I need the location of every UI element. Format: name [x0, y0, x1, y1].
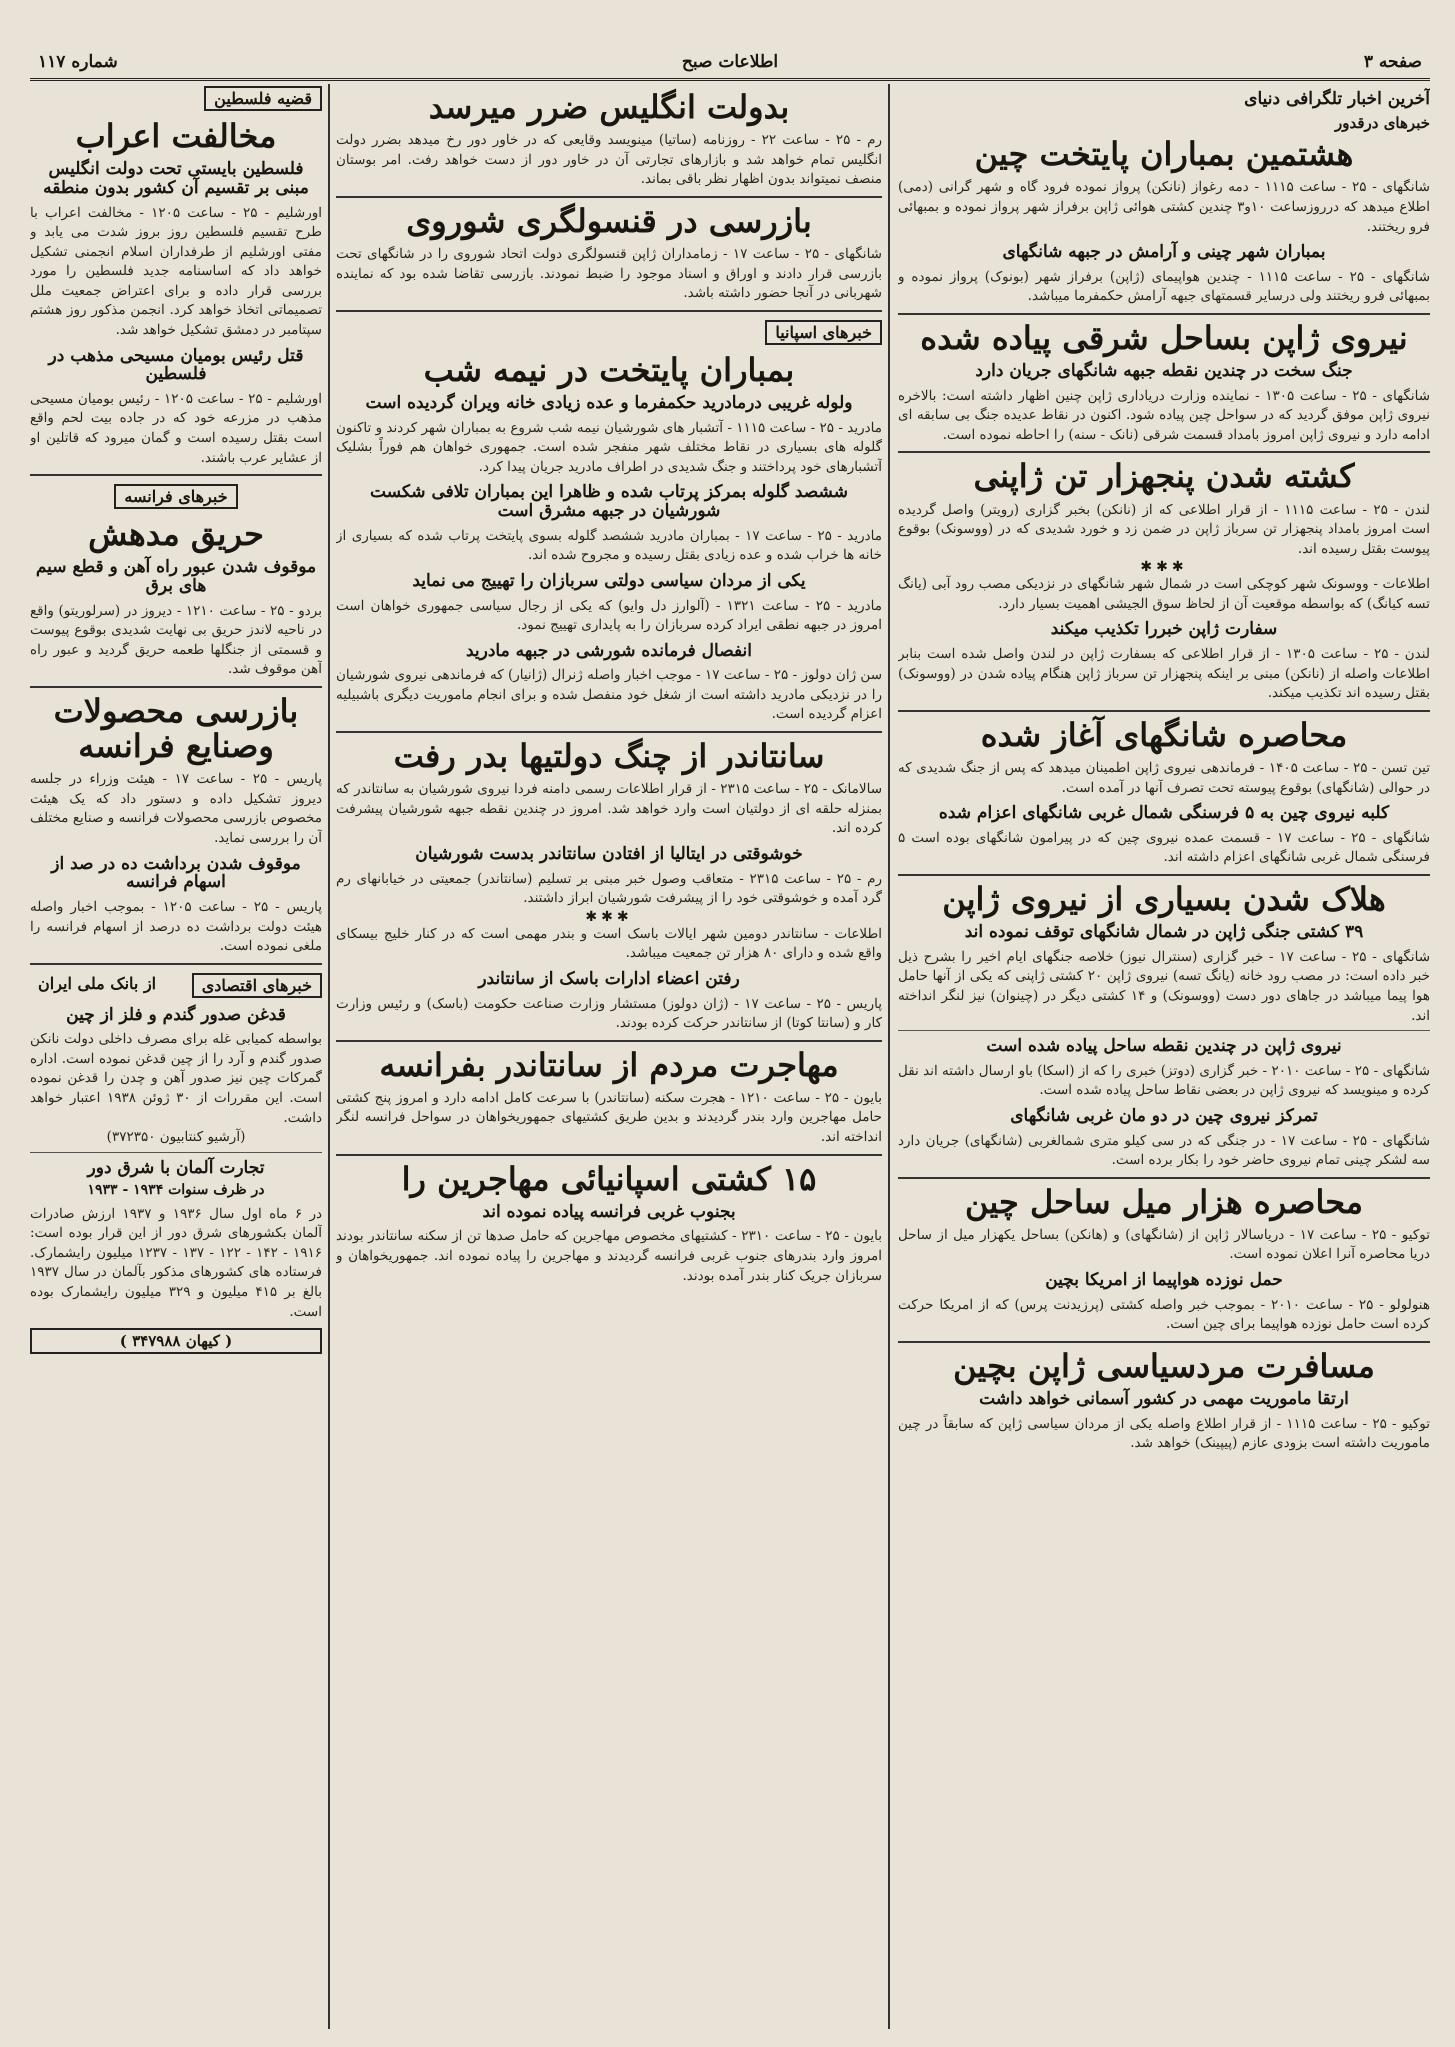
- headline: حریق مدهش: [88, 515, 264, 554]
- subheadline: ۳۹ کشتی جنگی ژاپن در شمال شانگهای توقف نموده اند: [964, 922, 1364, 943]
- divider: [336, 310, 882, 312]
- divider: [336, 1040, 882, 1042]
- divider: [30, 963, 322, 965]
- subheadline: ولوله غریبی درمادرید حکمفرما و عده زیادی خانه ویران گردیده است: [365, 392, 853, 413]
- divider: [30, 474, 322, 476]
- section-tag: خبرهای اقتصادی: [192, 973, 322, 998]
- subheadline: ششصد گلوله بمرکز پرتاب شده و ظاهرا این بمباران تلافی شکست شورشیان در جبهه مشرق است: [370, 482, 848, 521]
- article-body: مادرید - ۲۵ - ساعت ۱۷ - بمباران مادرید ششصد گلوله بسوی پایتخت پرتاب شده که بسیاری از خانه ها خراب شده و عده زیادی بقتل رسیده و مجروح شده اند.: [336, 527, 882, 564]
- headline: بازرسی محصولات وصنایع فرانسه: [53, 691, 299, 766]
- subheadline: جنگ سخت در چندین نقطه جبهه شانگهای جریان دارد: [975, 361, 1353, 382]
- headline: بدولت انگلیس ضرر میرسد: [428, 88, 790, 126]
- subheadline: خوشوقتی در ایتالیا از افتادن سانتاندر بدست شورشیان: [415, 843, 803, 864]
- subheadline: بمباران شهر چینی و آرامش در جبهه شانگهای: [1002, 242, 1326, 263]
- subheadline: تجارت آلمان با شرق دور: [87, 1157, 265, 1178]
- headline: سانتاندر از چنگ دولتیها بدر رفت: [393, 737, 825, 775]
- article-body: پاریس - ۲۵ - ساعت ۱۷ - هیئت وزراء در جلسه دیروز تشکیل داده و دستور داد که یک هیئت مخصوص بازرسی محصولات فرانسه و صنایع مختلف آن را بررسی نماید.: [30, 771, 322, 846]
- subheadline: فلسطین بایستی تحت دولت انگلیس مبنی بر تقسیم آن کشور بدون منطقه: [43, 159, 309, 198]
- divider: [898, 313, 1430, 315]
- section-tag: قضیه فلسطین: [204, 86, 322, 111]
- article-body: سن ژان دولوز - ۲۵ - ساعت ۱۷ - موجب اخبار واصله ژنرال (ژانیار) که فرماندهی نیروی شورشیان را در نزدیکی مادرید داشته است از شغل خود منفصل شده و برای انجام ماموریت دیگری باشبیلیه اعزام گردیده است.: [336, 667, 882, 723]
- article-body: شانگهای - ۲۵ - ساعت ۱۷ - قسمت عمده نیروی چین که در پیرامون شانگهای بوده است ۵ فرسنگی شمال غربی شانگهای اعزام داشته اند.: [898, 829, 1430, 866]
- column-rule: [888, 84, 890, 2029]
- article-body: لندن - ۲۵ - ساعت ۱۳۰۵ - از قرار اطلاعی که بسفارت ژاپن در لندن واصل شده است بنابر اطلاعات واصله از (نانکن) مبنی بر اینکه پنجهزار تن سرباز ژاپن هنگام پیاده شدن در (ووسونک) بقتل رسیده اند تکذیب میکند.: [898, 646, 1430, 702]
- article-body: اورشلیم - ۲۵ - ساعت ۱۲۰۵ - رئیس بومیان مسیحی مذهب در مزرعه خود که در جاده بیت لحم واقع است بقتل رسیده است و گمان میرود که قاتلین او از عشایر عرب باشند.: [30, 390, 322, 466]
- article-body: تین تسن - ۲۵ - ساعت ۱۴۰۵ - فرماندهی نیروی ژاپن اطمینان میدهد که پس از جنگ شدیدی که در حوالی (شانگهای) بوقوع پیوسته تحت تصرف آنها در آمده است.: [898, 760, 1430, 796]
- divider: [30, 1152, 322, 1153]
- headline: مهاجرت مردم از سانتاندر بفرانسه: [379, 1045, 839, 1084]
- article-body: هنولولو - ۲۵ - ساعت ۲۰۱۰ - بموجب خبر واصله کشتی (پرزیدنت پرس) که از امریکا حرکت کرده است حامل نوزده هواپیما برای چین است.: [898, 1296, 1430, 1333]
- headline: هلاک شدن بسیاری از نیروی ژاپن: [942, 879, 1386, 918]
- article-body: پاریس - ۲۵ - ساعت ۱۷ - (ژان دولوز) مستشار وزارت صناعت حکومت (باسک) و رئیس وزارت کار و (سانتا کوتا) از سانتاندر حرکت کرده بودند.: [336, 995, 882, 1032]
- subheadline: قتل رئیس بومیان مسیحی مذهب در فلسطین: [48, 345, 304, 385]
- section-tag: آخرین اخبار تلگرافی دنیای: [1244, 89, 1430, 109]
- newspaper-page: [30, 48, 1430, 2033]
- headline: محاصره هزار میل ساحل چین: [965, 1182, 1363, 1221]
- column-rule: [328, 84, 330, 2029]
- page-label: صفحه ۳: [1363, 52, 1422, 72]
- ornament: ✱✱✱: [585, 908, 633, 925]
- subheadline: در ظرف سنوات ۱۹۳۴ - ۱۹۳۳: [87, 1182, 265, 1199]
- article-body: سالامانک - ۲۵ - ساعت ۲۳۱۵ - از قرار اطلاعات رسمی دامنه فردا نیروی شورشیان به سانتاندر که بمنزله حلقه ای از دولتیان است وارد خواهد شد. امروز در چندین نقطه جبهه شورشیان پیشرفت کرده اند.: [336, 781, 882, 837]
- issue-number: شماره ۱۱۷: [38, 52, 118, 72]
- divider: [336, 196, 882, 198]
- divider: [30, 686, 322, 688]
- subheadline: موقوف شدن برداشت ده در صد از اسهام فرانسه: [51, 853, 301, 893]
- article-body: بردو - ۲۵ - ساعت ۱۲۱۰ - دیروز در (سرلوریتو) واقع در ناحیه لاندز حریق بی نهایت شدیدی بوقوع پیوست و قسمتی از جنگلها طعمه حریق گردید و عبور راه آهن موقوف شد.: [30, 602, 322, 678]
- divider: [898, 874, 1430, 876]
- left-column: [30, 84, 322, 2029]
- article-body: شانگهای - ۲۵ - ساعت ۱۱۱۵ - چندین هواپیمای (ژاپن) برفراز شهر (بونوک) پرواز نموده و بمبهائی فرو ریختند ولی درسایر قسمتهای جبهه آرامش حکمفرما میباشد.: [898, 268, 1430, 305]
- subheadline: حمل نوزده هواپیما از امریکا بچین: [1045, 1270, 1283, 1290]
- divider: [898, 1177, 1430, 1179]
- subheadline: یکی از مردان سیاسی دولتی سربازان را تهییج می نماید: [412, 570, 806, 591]
- article-body: مادرید - ۲۵ - ساعت ۱۱۱۵ - آتشبار های شورشیان نیمه شب شروع به بمباران شهر کردند و تاکنون گلوله های بسیاری در نقاط مختلف شهر منفجر شده است. جمهوری خواهان هم فوراً بشلیک آتشبارهای خود پرداختند و جنگ شدیدی در اطراف مادرید جریان پیدا کرد.: [336, 419, 882, 475]
- article-body: توکیو - ۲۵ - ساعت ۱۷ - دریاسالار ژاپن از (شانگهای) و (هانکن) بساحل یکهزار میل از ساحل دریا محاصره آنرا اعلان نموده است.: [898, 1226, 1430, 1263]
- headline: کشته شدن پنجهزار تن ژاپنی: [973, 457, 1355, 496]
- article-body: رم - ۲۵ - ساعت ۲۳۱۵ - متعاقب وصول خبر مبنی بر تسلیم (سانتاندر) جمعیتی در خیابانهای رم گرد آمده و خوشوقتی خود را از پیشرفت شورشیان ابراز داشتند.: [336, 870, 882, 907]
- headline: نیروی ژاپن بساحل شرقی پیاده شده: [920, 318, 1408, 357]
- right-column: [898, 84, 1430, 2029]
- section-sub: خبرهای درقدور: [1335, 113, 1430, 132]
- article-body: بایون - ۲۵ - ساعت ۲۳۱۰ - کشتیهای مخصوص مهاجرین که حامل صدها تن از سکنه سانتاندر بودند امروز وارد بندرهای جنوب غربی فرانسه گردیدند و مهاجرین را پیاده نموده اند. جمهوریخواهان و سربازان جریک کنار بندر آمده بودند.: [336, 1228, 882, 1284]
- headline: هشتمین بمباران پایتخت چین: [974, 135, 1354, 174]
- headline: ۱۵ کشتی اسپانیائی مهاجرین را: [401, 1159, 817, 1198]
- subheadline: قدغن صدور گندم و فلز از چین: [66, 1004, 286, 1025]
- headline: محاصره شانگهای آغاز شده: [980, 715, 1348, 754]
- article-body: شانگهای - ۲۵ - ساعت ۲۰۱۰ - خبر گزاری (دوتز) خبری را که از (اسکا) باو ارسال داشته اند نقل کرده و مینویسد که نیروی ژاپن در بعضی نقاط ساحل پیاده شده است.: [898, 1062, 1430, 1099]
- subheadline: تمرکز نیروی چین در دو مان غربی شانگهای: [1010, 1105, 1318, 1126]
- headline: بازرسی در قنسولگری شوروی: [406, 201, 812, 240]
- subheadline: بجنوب غربی فرانسه پیاده نموده اند: [482, 1201, 736, 1222]
- section-source: از بانک ملی ایران: [38, 973, 157, 993]
- ornament: ✱✱✱: [1140, 559, 1188, 576]
- page-header: [30, 48, 1430, 81]
- article-body: شانگهای - ۲۵ - ساعت ۱۷ - زمامداران ژاپن قنسولگری دولت اتحاد شوروی را در شانگهای تحت بازرسی قرار دادند و اوراق و اسناد موجود را ضبط نمودند. بازرسی تقاضا شده بود که نماینده شهربانی در آنجا حضور داشته باشد.: [336, 246, 882, 302]
- article-body: اطلاعات - سانتاندر دومین شهر ایالات باسک است و بندر مهمی است که در کنار خلیج بیسکای واقع شده و دارای ۸۰ هزار تن جمعیت میباشد.: [336, 925, 882, 962]
- article-body: پاریس - ۲۵ - ساعت ۱۲۰۵ - بموجب اخبار واصله هیئت دولت برداشت ده درصد از اسهام فرانسه را ملغی نموده است.: [30, 898, 322, 955]
- paper-name: اطلاعات صبح: [681, 52, 779, 72]
- article-body: بواسطه کمیابی غله برای مصرف داخلی دولت نانکن صدور گندم و آرد را از چین قدغن نموده است. اداره گمرکات چین نیز صدور آهن و چدن را قدغن نموده است. این مقررات از ۳۰ ژوئن ۱۹۳۸ اعتبار خواهد داشت.: [30, 1031, 322, 1126]
- archive-note: (آرشیو کنتابیون ۳۷۲۳۵۰): [106, 1129, 246, 1146]
- article-body: شانگهای - ۲۵ - ساعت ۱۷ - خبر گزاری (سنترال نیوز) خلاصه جنگهای ایام اخیر را بشرح ذیل خبر داده است: در مصب رود خانه (یانگ تسه) نیروی ژاپن ۲۰ کشتی ژاپنی که یکی از آنها حامل هوا پیما میباشد در جاهای دور دست (ووسونک) و ۱۴ کشتی دیگر در (چینوان) نیز لنگر انداخته اند.: [898, 948, 1430, 1024]
- section-tag: خبرهای فرانسه: [114, 484, 237, 509]
- article-body: شانگهای - ۲۵ - ساعت ۱۷ - در جنگی که در سی کیلو متری شمالغربی (شانگهای) جریان دارد سه لشکر چینی تمام نیروی حاضر خود را بکار برده است.: [898, 1132, 1430, 1169]
- article-body: بایون - ۲۵ - ساعت ۱۲۱۰ - هجرت سکنه (سانتاندر) با سرعت کامل ادامه دارد و امروز پنج کشتی حامل مهاجرین وارد بندر گردیدند و بدین طریق کشتیهای جمهوریخواهان در سواحل فرانسه لنگر انداخته اند.: [336, 1089, 882, 1145]
- subheadline: ارتقا ماموریت مهمی در کشور آسمانی خواهد داشت: [979, 1389, 1349, 1409]
- headline: مخالفت اعراب: [75, 117, 277, 155]
- section-tag: خبرهای اسپانیا: [765, 320, 882, 345]
- subheadline: رفتن اعضاء ادارات باسک از سانتاندر: [478, 968, 740, 989]
- divider: [336, 1154, 882, 1156]
- subheadline: کلبه نیروی چین به ۵ فرسنگی شمال غربی شانگهای اعزام شده: [938, 803, 1390, 824]
- article-body: توکیو - ۲۵ - ساعت ۱۱۱۵ - از قرار اطلاع واصله یکی از مردان سیاسی ژاپن که سابقاً در چین ماموریت داشته است بزودی عازم (پیپینک) خواهد شد.: [898, 1415, 1430, 1452]
- article-body: مادرید - ۲۵ - ساعت ۱۳۲۱ - (آلوارز دل وایو) که یکی از رجال سیاسی جمهوری خواهان است امروز در جبهه نطقی ایراد کرده سربازان را به پایداری تهییج نمود.: [336, 597, 882, 634]
- article-body: اورشلیم - ۲۵ - ساعت ۱۲۰۵ - مخالفت اعراب با طرح تقسیم فلسطین روز بروز شدت می یابد و مفتی اورشلیم از طرفداران اسلام انجمنی تشکیل خواهد داد که اساسنامه جدید فلسطین را مورد بررسی قرار داده و برای اعتراض جمعیت ملل تصمیماتی اتخاذ خواهد کرد. انجمن مذکور روز هشتم سپتامبر در دمشق تشکیل خواهد شد.: [30, 204, 322, 338]
- divider: [898, 710, 1430, 712]
- article-body: لندن - ۲۵ - ساعت ۱۱۱۵ - از قرار اطلاعی که از (نانکن) بخبر گزاری (رویتر) واصل گردیده است امروز بامداد پنجهزار تن سرباز ژاپن در ضمن زد و خورد شدیدی که در (ووسونک) بوقوع پیوست بقتل رسیده اند.: [898, 501, 1430, 557]
- headline: مسافرت مردسیاسی ژاپن بچین: [953, 1346, 1375, 1385]
- article-body: در ۶ ماه اول سال ۱۹۳۶ و ۱۹۳۷ ارزش صادرات آلمان بکشورهای شرق دور از این قرار بوده است: ۱۹۱۶ - ۱۴۲ - ۱۲۲ - ۱۳۷ - ۱۲۳۷ میلیون رایشمارک. فرستاده های کشورهای مذکور بآلمان در سال ۱۹۳۷ بالغ بر ۴۱۵ میلیون و ۳۲۹ میلیون رایشمارک بوده است.: [30, 1205, 322, 1320]
- footer-note: ( کیهان ۳۴۷۹۸۸ ): [30, 1328, 322, 1354]
- subheadline: نیروی ژاپن در چندین نقطه ساحل پیاده شده است: [986, 1036, 1342, 1057]
- center-column: [336, 84, 882, 2029]
- article-body: شانگهای - ۲۵ - ساعت ۱۳۰۵ - نماینده وزارت دریاداری ژاپن چنین اظهار داشته است: بالاخره نیروی ژاپن موفق گردید که در سواحل چین پیاده شود. اکنون در نقاط عدیده جنگ بی سابقه ای ادامه دارد و نیروی ژاپن امروز بامداد قسمت شرقی (نانک - سنه) را احاطه نموده است.: [898, 387, 1430, 443]
- subheadline: سفارت ژاپن خبررا تکذیب میکند: [1050, 619, 1278, 640]
- divider: [336, 731, 882, 733]
- divider: [898, 1341, 1430, 1343]
- subheadline: انفصال فرمانده شورشی در جبهه مادرید: [465, 640, 752, 661]
- article-body: اطلاعات - ووسونک شهر کوچکی است در شمال شهر شانگهای در نزدیکی مصب رود آبی (یانگ تسه کیانگ) که بواسطه موقعیت آن از لحاظ سوق الجیشی اهمیت بسیار دارد.: [898, 576, 1430, 612]
- headline: بمباران پایتخت در نیمه شب: [423, 350, 795, 389]
- subheadline: موقوف شدن عبور راه آهن و قطع سیم های برق: [35, 557, 317, 596]
- article-body: شانگهای - ۲۵ - ساعت ۱۱۱۵ - دمه رغواز (نانکن) پرواز نموده فرود گاه و شهر گرانی (دمی) اطلاع میدهد که درروزساعت ۱۰و۳ چندین کشتی هوائی ژاپن برفراز شهر پرواز نموده و بمبهائی فرو ریختند.: [898, 179, 1430, 235]
- divider: [898, 1030, 1430, 1031]
- divider: [898, 451, 1430, 453]
- article-body: رم - ۲۵ - ساعت ۲۲ - روزنامه (ساتیا) مینویسد وقایعی که در خاور دور رخ میدهد بضرر دولت انگلیس تمام خواهد شد و بازارهای تجارتی آن در خاور دور از دست خواهد رفت. امر بوستان منصف نمیتواند بدون اظهار نظر باقی بماند.: [336, 132, 882, 188]
